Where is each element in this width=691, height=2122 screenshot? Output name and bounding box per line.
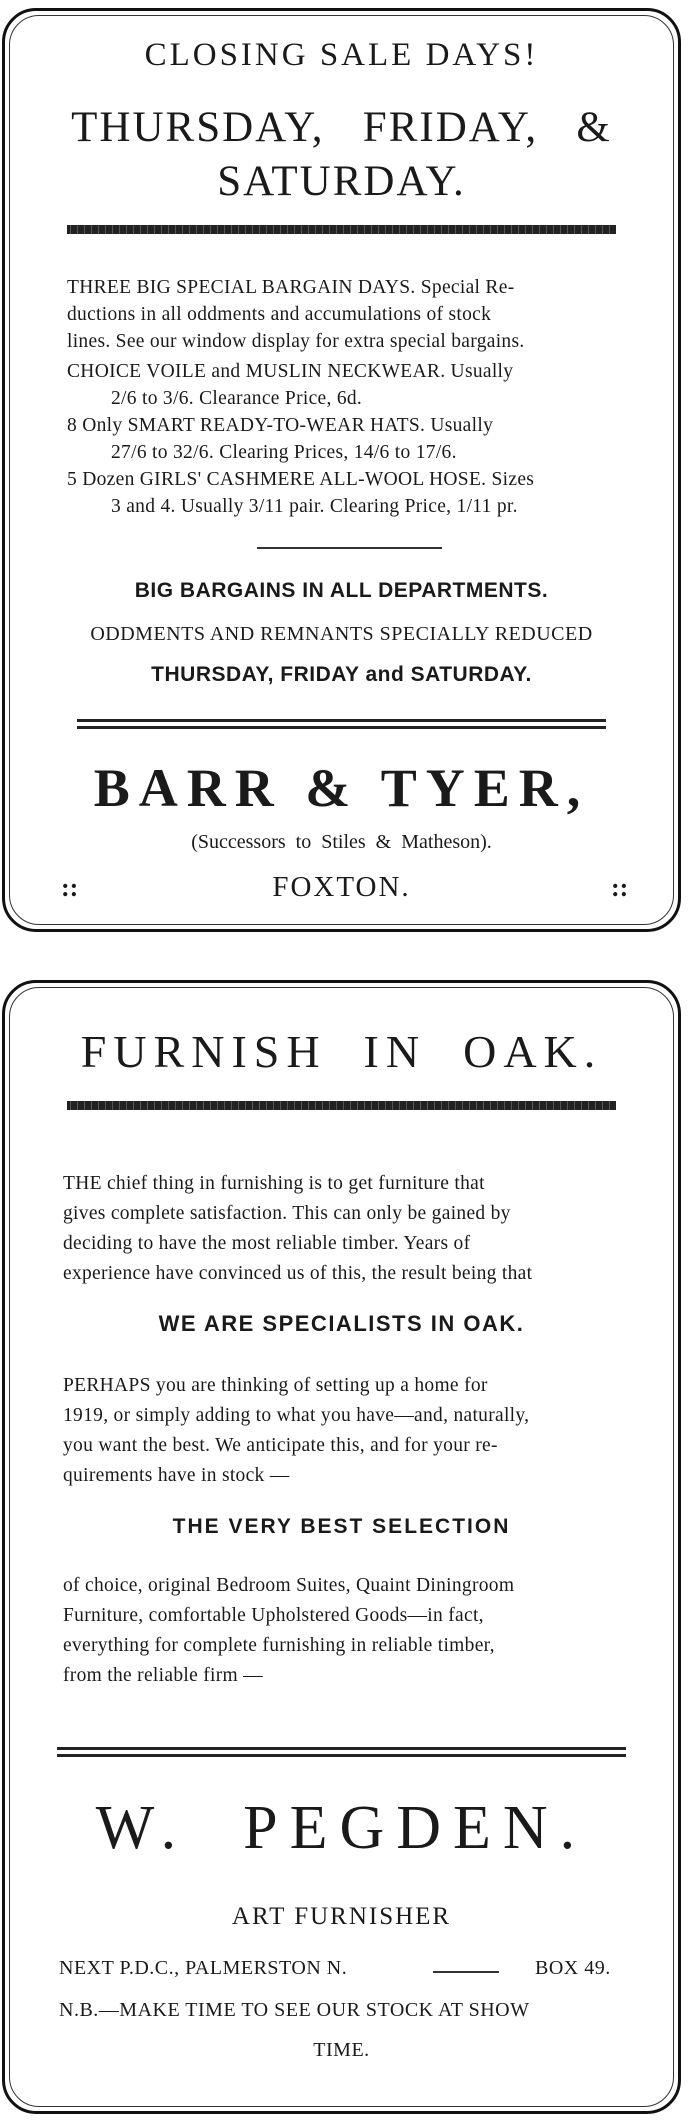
ad2-paragraph1-line: experience have convinced us of this, the result being that xyxy=(63,1263,533,1284)
ad1-double-rule xyxy=(77,719,606,729)
ad1-item-hats-price: 27/6 to 32/6. Clearing Prices, 14/6 to 17/6. xyxy=(111,442,457,463)
ad2-paragraph1-line: deciding to have the most reliable timber. Years of xyxy=(63,1233,471,1254)
ad1-colon-left: :: xyxy=(61,873,79,902)
ad1-days-bottom: THURSDAY, FRIDAY and SATURDAY. xyxy=(151,663,532,686)
ad2-paragraph2-line: PERHAPS you are thinking of setting up a home for xyxy=(63,1375,488,1396)
ad2-nb-line2: TIME. xyxy=(313,2039,370,2061)
ad2-paragraph3-line: everything for complete furnishing in reliable timber, xyxy=(63,1635,495,1656)
ad1-paragraph-line: THREE BIG SPECIAL BARGAIN DAYS. Special Re- xyxy=(67,277,515,298)
ad1-oddments: ODDMENTS AND REMNANTS SPECIALLY REDUCED xyxy=(90,623,593,645)
ad2-selection: THE VERY BEST SELECTION xyxy=(172,1515,511,1538)
ad2-address-dash xyxy=(433,1971,499,1973)
ad2-paragraph3-line: from the reliable firm — xyxy=(63,1665,263,1686)
ad2-double-rule xyxy=(57,1747,626,1757)
ad1-thin-rule xyxy=(257,547,442,549)
ad2-heavy-rule xyxy=(67,1101,616,1110)
ad1-colon-right: :: xyxy=(611,873,629,902)
ad2-specialists: WE ARE SPECIALISTS IN OAK. xyxy=(158,1311,525,1336)
ad1-paragraph-line: lines. See our window display for extra special bargains. xyxy=(67,331,525,352)
ad2-paragraph1-line: THE chief thing in furnishing is to get furniture that xyxy=(63,1173,485,1194)
ad2-trade: ART FURNISHER xyxy=(231,1903,452,1930)
ad2-paragraph3-line: of choice, original Bedroom Suites, Quaint Diningroom xyxy=(63,1575,515,1596)
ad1-paragraph-line: ductions in all oddments and accumulations of stock xyxy=(67,304,492,325)
ad1-item-neckwear-price: 2/6 to 3/6. Clearance Price, 6d. xyxy=(111,388,363,409)
ad1-item-hose: 5 Dozen GIRLS' CASHMERE ALL-WOOL HOSE. Sizes xyxy=(67,469,535,490)
ad2-nb-line1: N.B.—MAKE TIME TO SEE OUR STOCK AT SHOW xyxy=(59,1999,530,2021)
ad1-item-hats: 8 Only SMART READY-TO-WEAR HATS. Usually xyxy=(67,415,494,436)
ad1-item-neckwear: CHOICE VOILE and MUSLIN NECKWEAR. Usually xyxy=(67,361,514,382)
ad1-big-bargains: BIG BARGAINS IN ALL DEPARTMENTS. xyxy=(134,579,549,602)
ad2-paragraph2-line: quirements have in stock — xyxy=(63,1465,290,1486)
ad2-paragraph1-line: gives complete satisfaction. This can only be gained by xyxy=(63,1203,511,1224)
ad1-town: FOXTON. xyxy=(272,871,411,903)
ad1-firm-name: BARR & TYER, xyxy=(93,758,590,818)
ad2-box-number: BOX 49. xyxy=(535,1957,611,1979)
ad2-paragraph2-line: 1919, or simply adding to what you have—and, naturally, xyxy=(63,1405,530,1426)
pegden-advertisement xyxy=(2,980,681,2114)
ad2-firm-name: W. PEGDEN. xyxy=(95,1794,588,1862)
ad2-title: FURNISH IN OAK. xyxy=(80,1026,603,1077)
ad2-address: NEXT P.D.C., PALMERSTON N. xyxy=(59,1957,348,1979)
ad1-days-line2: SATURDAY. xyxy=(217,158,466,205)
ad2-paragraph3-line: Furniture, comfortable Upholstered Goods—in fact, xyxy=(63,1605,484,1626)
ad1-heavy-rule xyxy=(67,225,616,234)
ad2-paragraph2-line: you want the best. We anticipate this, and for your re- xyxy=(63,1435,498,1456)
ad1-days-line1: THURSDAY, FRIDAY, & xyxy=(71,104,612,151)
ad1-item-hose-price: 3 and 4. Usually 3/11 pair. Clearing Price, 1/11 pr. xyxy=(111,496,518,517)
barr-tyer-advertisement xyxy=(2,8,681,932)
ad1-successors: (Successors to Stiles & Matheson). xyxy=(191,831,492,853)
ad1-title: CLOSING SALE DAYS! xyxy=(144,37,539,73)
